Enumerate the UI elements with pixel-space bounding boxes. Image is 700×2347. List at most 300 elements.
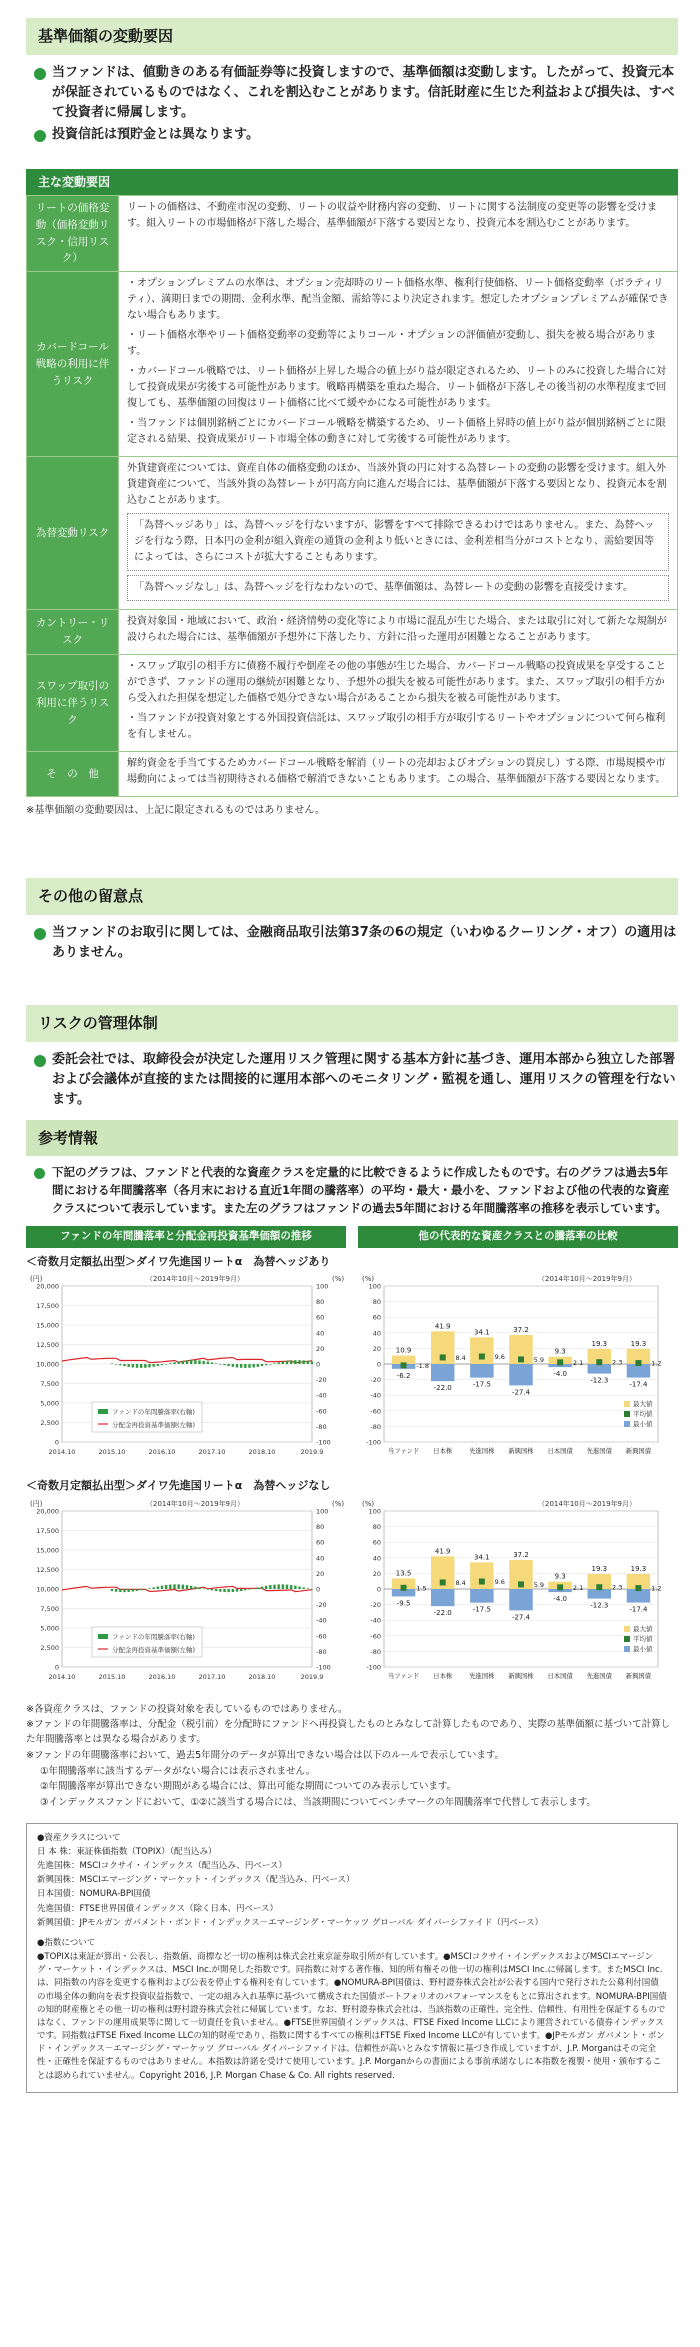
annual-return-bar xyxy=(244,1364,246,1368)
section-header-risk-management xyxy=(26,1005,678,1042)
note-line: ①年間騰落率に該当するデータがない場合には表示されません。 xyxy=(40,1765,316,1777)
chart-legend xyxy=(92,1402,202,1432)
risk-paragraph: ・カバードコール戦略では、リート価格が上昇した場合の値上がり益が限定されるため、リートのみに投資した場合に対して投資成果が劣後する可能性があります。戦略再構築を重ねた場合、リート価格が下落しその後当初の水準程度まで回復しても、基準価額の回復はリート価格に比べて緩やかになる可能性があります。 xyxy=(127,366,667,410)
max-label: 34.1 xyxy=(474,1553,490,1562)
annual-return-bar xyxy=(148,1588,150,1589)
max-label: 37.2 xyxy=(513,1326,529,1335)
y-tick: 0 xyxy=(376,1360,381,1369)
avg-marker xyxy=(635,1585,641,1591)
annual-return-bar xyxy=(294,1585,296,1588)
max-label: 13.5 xyxy=(395,1569,412,1578)
y-right-tick: 20 xyxy=(316,1569,325,1578)
risk-row xyxy=(27,752,678,797)
annual-return-bar xyxy=(123,1589,125,1592)
y-left-unit: (円) xyxy=(30,1499,43,1508)
x-tick: 2016.10 xyxy=(148,1672,176,1681)
annual-return-bar xyxy=(298,1360,300,1364)
asset-class-range-chart xyxy=(358,1272,674,1472)
y-tick: 20 xyxy=(372,1345,381,1354)
max-bar xyxy=(470,1338,493,1365)
chart-row xyxy=(26,1272,678,1472)
min-label: -17.4 xyxy=(629,1605,648,1614)
y-tick: 60 xyxy=(372,1538,381,1547)
risk-row xyxy=(27,196,678,272)
annual-return-bar xyxy=(202,1361,204,1364)
risk-footnote: ※基準価額の変動要因は、上記に限定されるものではありません。 xyxy=(26,805,325,817)
risk-paragraph: 解約資金を手当てするためカバードコール戦略を解消（リートの売却およびオプションの買戻し）する際、市場規模や市場動向によっては当初期待される価格で解消できないこともあります。この場合、基準価額が下落する要因となります。 xyxy=(127,758,666,786)
min-label: -17.5 xyxy=(472,1605,491,1614)
category-label: 先進国債 xyxy=(586,1448,612,1456)
bullet-list xyxy=(26,63,678,146)
risk-row xyxy=(27,655,678,752)
annual-return-bar xyxy=(215,1363,217,1364)
annual-return-bar xyxy=(265,1585,267,1588)
risk-row xyxy=(27,272,678,457)
bullet-list xyxy=(26,1050,678,1110)
annual-return-bar xyxy=(119,1364,121,1365)
min-label: -27.4 xyxy=(511,1388,531,1397)
avg-label: 9.6 xyxy=(494,1577,505,1586)
annual-return-bar xyxy=(173,1362,175,1364)
category-label: 日本株 xyxy=(433,1448,453,1456)
annual-return-bar xyxy=(240,1589,242,1591)
y-left-tick: 2,500 xyxy=(40,1419,59,1428)
risk-paragraph: ・スワップ取引の相手方に債務不履行や倒産その他の事態が生じた場合、カバードコール戦略の投資成果を享受することができず、ファンドの運用の継続が困難となり、予想外の損失を被る可能性があります。また、スワップ取引の相手方から受入れた担保を想定した価格で処分できない場合があることから損失を被る可能性があります。 xyxy=(127,661,666,705)
asset-class-item: 先進国債：FTSE世界国債インデックス（除く日本、円ベース） xyxy=(37,1903,279,1914)
annual-return-bar xyxy=(244,1589,246,1590)
annual-return-bar xyxy=(186,1360,188,1364)
chart-row xyxy=(26,1497,678,1697)
y-left-tick: 17,500 xyxy=(36,1526,59,1535)
y-right-tick: 40 xyxy=(316,1553,325,1562)
chart-period: （2014年10月～2019年9月） xyxy=(538,1275,636,1284)
avg-label: 1.2 xyxy=(651,1584,662,1593)
chart-period: （2014年10月～2019年9月） xyxy=(538,1499,636,1508)
avg-label: -1.8 xyxy=(416,1362,430,1371)
legend-label: ファンドの年間騰落率(右軸) xyxy=(112,1632,195,1641)
y-left-tick: 7,500 xyxy=(40,1604,59,1613)
section-header-nav-factors xyxy=(26,18,678,55)
y-left-tick: 20,000 xyxy=(36,1282,59,1291)
annual-return-bar xyxy=(169,1363,171,1364)
y-left-tick: 0 xyxy=(54,1438,59,1447)
annual-return-bar xyxy=(111,1364,113,1365)
min-bar xyxy=(431,1364,454,1381)
bullet-icon xyxy=(34,1168,45,1179)
annual-return-bar xyxy=(140,1364,142,1368)
x-tick: 2015.10 xyxy=(98,1672,126,1681)
min-label: -17.4 xyxy=(629,1380,648,1389)
x-tick: 2017.10 xyxy=(198,1448,226,1457)
legend-label: ファンドの年間騰落率(右軸) xyxy=(112,1408,195,1417)
y-tick: -60 xyxy=(370,1631,381,1640)
y-right-tick: -60 xyxy=(316,1407,327,1416)
category-label: 当ファンド xyxy=(387,1448,420,1456)
min-bar xyxy=(431,1589,454,1606)
section-header-reference xyxy=(26,1120,678,1157)
asset-class-range-chart xyxy=(358,1497,674,1697)
annual-return-bar xyxy=(182,1584,184,1588)
y-tick: -60 xyxy=(370,1407,381,1416)
asset-class-heading: ●資産クラスについて xyxy=(37,1832,121,1843)
note-line: ③インデックスファンドにおいて、①②に該当する場合には、当該期間についてベンチマークの年間騰落率で代替して表示します。 xyxy=(40,1796,596,1808)
annual-return-bar xyxy=(211,1589,213,1590)
min-label: -6.2 xyxy=(396,1371,411,1380)
annual-return-bar xyxy=(236,1589,238,1592)
bullet-list xyxy=(26,923,678,963)
category-label: 先進国株 xyxy=(469,1672,495,1680)
y-left-tick: 15,000 xyxy=(36,1321,59,1330)
annual-return-bar xyxy=(294,1360,296,1364)
annual-return-bar xyxy=(269,1364,271,1365)
max-label: 34.1 xyxy=(474,1328,490,1337)
category-label: 日本国債 xyxy=(547,1448,573,1456)
section-title: リスクの管理体制 xyxy=(38,1014,158,1033)
risk-description xyxy=(119,752,678,797)
y-right-tick: -20 xyxy=(316,1376,327,1385)
annual-return-bar xyxy=(311,1589,313,1590)
bullet-item xyxy=(32,125,678,145)
asset-class-item: 新興国債：JPモルガン ガバメント・ボンド・インデックス－エマージング・マーケッツ グローバル ダイバーシファイド（円ベース） xyxy=(37,1917,543,1928)
annual-return-bar xyxy=(152,1587,154,1589)
min-label: -9.5 xyxy=(396,1599,411,1608)
risk-label: そ の 他 xyxy=(27,752,119,797)
risk-description xyxy=(119,457,678,610)
note-line: ※各資産クラスは、ファンドの投資対象を表しているものではありません。 xyxy=(26,1703,348,1715)
asset-class-item: 先進国株：MSCIコクサイ・インデックス（配当込み、円ベース） xyxy=(37,1861,287,1872)
y-left-tick: 12,500 xyxy=(36,1341,59,1350)
annual-return-bar xyxy=(282,1362,284,1364)
annual-return-bar xyxy=(194,1586,196,1588)
annual-return-bar xyxy=(257,1364,259,1367)
annual-return-bar xyxy=(152,1364,154,1367)
annual-return-bar xyxy=(286,1361,288,1364)
y-left-tick: 5,000 xyxy=(40,1399,59,1408)
max-label: 10.9 xyxy=(395,1346,412,1355)
annual-return-bar xyxy=(248,1589,250,1590)
risk-description xyxy=(119,196,678,272)
risk-table-title: 主な変動要因 xyxy=(26,169,678,195)
min-bar xyxy=(588,1364,611,1374)
annual-return-bar xyxy=(252,1588,254,1589)
risk-paragraph: ・当ファンドは個別銘柄ごとにカバードコール戦略を構築するため、リート価格上昇時の値上がり益が個別銘柄ごとに限定される結果、投資成果がリート市場全体の動きに対して劣後する可能性があります。 xyxy=(127,418,666,446)
y-right-unit: (%) xyxy=(332,1499,345,1508)
y-tick: 80 xyxy=(372,1522,381,1531)
y-right-tick: -60 xyxy=(316,1631,327,1640)
category-label: 先進国債 xyxy=(586,1672,612,1680)
annual-return-bar xyxy=(190,1585,192,1588)
category-label: 日本株 xyxy=(433,1672,453,1680)
bullet-item xyxy=(32,923,678,963)
annual-return-bar xyxy=(177,1362,179,1365)
avg-marker xyxy=(557,1360,563,1366)
annual-return-bar xyxy=(182,1361,184,1364)
annual-return-bar xyxy=(207,1362,209,1364)
min-label: -4.0 xyxy=(553,1594,567,1603)
y-left-tick: 20,000 xyxy=(36,1507,59,1516)
y-left-tick: 10,000 xyxy=(36,1585,59,1594)
max-label: 19.3 xyxy=(591,1340,608,1349)
bullet-text: 投資信託は預貯金とは異なります。 xyxy=(52,126,259,142)
y-right-tick: 80 xyxy=(316,1522,325,1531)
annual-return-bar xyxy=(298,1586,300,1589)
fund-history-chart xyxy=(26,1497,346,1697)
annual-return-bar xyxy=(273,1363,275,1364)
annual-return-bar xyxy=(190,1360,192,1364)
avg-label: 1.2 xyxy=(651,1359,662,1368)
avg-label: 8.4 xyxy=(455,1578,466,1587)
annual-return-bar xyxy=(115,1364,117,1365)
reference-intro xyxy=(26,1164,678,1217)
annual-return-bar xyxy=(248,1364,250,1368)
avg-marker xyxy=(401,1363,407,1369)
min-label: -17.5 xyxy=(472,1380,491,1389)
y-right-tick: 40 xyxy=(316,1329,325,1338)
y-tick: 80 xyxy=(372,1298,381,1307)
annual-return-bar xyxy=(132,1364,134,1367)
y-right-tick: 20 xyxy=(316,1345,325,1354)
y-right-tick: -100 xyxy=(316,1663,331,1672)
index-heading: ●指数について xyxy=(37,1937,96,1948)
annual-return-bar xyxy=(302,1360,304,1364)
category-label: 新興国株 xyxy=(508,1672,534,1680)
annual-return-bar xyxy=(169,1584,171,1588)
asset-class-list xyxy=(37,1846,667,1930)
risk-paragraph: ・当ファンドが投資対象とする外国投資信託は、スワップ取引の相手方が取引するリートやオプションについて何ら権利を有しません。 xyxy=(127,713,666,741)
y-tick: 0 xyxy=(376,1585,381,1594)
annual-return-bar xyxy=(157,1364,159,1366)
annual-return-bar xyxy=(115,1589,117,1592)
section-header-other-notes xyxy=(26,878,678,915)
left-panel-title: ファンドの年間騰落率と分配金再投資基準価額の推移 xyxy=(26,1226,346,1248)
note-line: ※ファンドの年間騰落率は、分配金（税引前）を分配時にファンドへ再投資したものとみなして計算したものであり、実際の基準価額に基づいて計算した年間騰落率とは異なる場合があります。 xyxy=(26,1719,671,1746)
avg-label: 2.1 xyxy=(572,1583,584,1592)
risk-label: リートの価格変動（価格変動リスク・信用リスク） xyxy=(27,196,119,272)
fund-history-chart xyxy=(26,1272,346,1472)
y-tick: 20 xyxy=(372,1569,381,1578)
index-text: ●TOPIXは東証が算出・公表し、指数値、商標など一切の権利は株式会社東京証券取引所が有しています。●MSCIコクサイ・インデックスおよびMSCIエマージング・マーケット・インデックスは、MSCI Inc.が開発した指数です。同指数に対する著作権、知的所有権その他一切の権利はMSCI Inc.に帰属します。またMSCI Inc.は、同指数の内容を変更する権利および公表を停止する権利を有しています。●NOMURA-BPI国債は、野村證券株式会社が公表する国内で発行された公募利付国債の市場全体の動向を表す投資収益指数で、一定の組み入れ基準に基づいて構成された国債ポートフォリオのパフォーマンスをもとに算出されます。NOMURA-BPI国債の知的財産権とその他一切の権利は野村證券株式会社に帰属しています。なお、野村證券株式会社は、当該指数の正確性、完全性、信頼性、有用性を保証するものではなく、ファンドの運用成果等に関して一切責任を負いません。●FTSE世界国債インデックスは、FTSE Fixed Income LLCにより運営されている債券インデックスです。同指数はFTSE Fixed Income LLCの知的財産であり、指数に関するすべての権利はFTSE Fixed Income LLCが有しています。●JPモルガン ガバメント・ボンド・インデックス－エマージング・マーケッツ グローバル ダイバーシファイドは、信頼性が高いとみなす情報に基づき作成していますが、J.P. Morganはその完全性・正確性を保証するものではありません。本指数は許諾を受けて使用しています。J.P. Morganからの書面による事前承諾なしに本指数を複製・使用・頒布することは認められていません。Copyright 2016, J.P. Morgan Chase & Co. All rights reserved. xyxy=(37,1952,667,2081)
avg-marker xyxy=(401,1584,407,1590)
annual-return-bar xyxy=(290,1585,292,1589)
annual-return-bar xyxy=(227,1589,229,1592)
x-tick: 2018.10 xyxy=(248,1672,276,1681)
annual-return-bar xyxy=(207,1589,209,1590)
annual-return-bar xyxy=(273,1584,275,1588)
avg-marker xyxy=(479,1578,485,1584)
min-bar xyxy=(509,1589,532,1610)
max-label: 19.3 xyxy=(630,1340,647,1349)
annual-return-bar xyxy=(198,1361,200,1365)
y-tick: 40 xyxy=(372,1553,381,1562)
risk-paragraph: ・リート価格水準やリート価格変動率の変動等によりコール・オプションの評価値が変動し、損失を被る場合があります。 xyxy=(127,330,656,358)
asset-class-item: 新興国株：MSCIエマージング・マーケット・インデックス（配当込み、円ベース） xyxy=(37,1875,355,1886)
fund-name: ＜奇数月定額払出型＞ダイワ先進国リートα 為替ヘッジあり xyxy=(26,1254,331,1268)
right-panel-title: 他の代表的な資産クラスとの騰落率の比較 xyxy=(358,1226,678,1248)
y-left-unit: (円) xyxy=(30,1275,43,1284)
avg-marker xyxy=(557,1584,563,1590)
chart-notes xyxy=(26,1703,678,1811)
x-tick: 2014.10 xyxy=(48,1448,76,1457)
annual-return-bar xyxy=(311,1362,313,1365)
annual-return-bar xyxy=(223,1589,225,1592)
annual-return-bar xyxy=(198,1587,200,1588)
chart-block-unhedged xyxy=(26,1478,678,1697)
x-tick: 2017.10 xyxy=(198,1672,226,1681)
legend-label: 最小値 xyxy=(633,1420,653,1429)
annual-return-bar xyxy=(140,1589,142,1590)
annual-return-bar xyxy=(302,1587,304,1589)
asset-class-item: 日本国債：NOMURA-BPI国債 xyxy=(37,1889,151,1900)
section-title: 基準価額の変動要因 xyxy=(38,27,174,45)
risk-row xyxy=(27,457,678,610)
annual-return-bar xyxy=(111,1589,113,1591)
min-bar xyxy=(470,1364,493,1378)
y-tick: -40 xyxy=(370,1391,381,1400)
avg-label: 8.4 xyxy=(455,1354,466,1363)
category-label: 新興国株 xyxy=(508,1448,534,1456)
min-label: -12.3 xyxy=(590,1376,609,1385)
legend-label: 分配金再投資基準価額(左軸) xyxy=(112,1421,196,1430)
y-unit: (%) xyxy=(362,1275,375,1284)
annual-return-bar xyxy=(144,1589,146,1590)
avg-label: 2.3 xyxy=(612,1358,623,1367)
avg-label: 9.6 xyxy=(494,1353,505,1362)
risk-table xyxy=(26,195,678,797)
section-title: 参考情報 xyxy=(38,1128,99,1147)
annual-return-bar xyxy=(165,1364,167,1365)
category-label: 新興国債 xyxy=(625,1672,652,1680)
max-label: 19.3 xyxy=(591,1564,608,1573)
annual-return-bar xyxy=(261,1364,263,1366)
y-right-tick: 60 xyxy=(316,1538,325,1547)
y-right-tick: -20 xyxy=(316,1600,327,1609)
y-left-tick: 5,000 xyxy=(40,1624,59,1633)
legend-label: 平均値 xyxy=(633,1634,653,1643)
max-bar xyxy=(470,1562,493,1589)
annual-return-bar xyxy=(219,1364,221,1365)
annual-return-bar xyxy=(136,1364,138,1368)
annual-return-bar xyxy=(186,1585,188,1589)
avg-marker xyxy=(440,1579,446,1585)
annual-return-bar xyxy=(223,1364,225,1365)
min-label: -27.4 xyxy=(511,1613,531,1622)
annual-return-bar xyxy=(240,1364,242,1368)
risk-paragraph: ・オプションプレミアムの水準は、オプション売却時のリート価格水準、権利行使価格、リート価格変動率（ボラティリティ）、満期日までの期間、金利水準、配当金額、需給等により決定されます。想定したオプションプレミアムが確保できない場合もあります。 xyxy=(127,278,669,322)
legend-label: 最小値 xyxy=(633,1644,653,1653)
y-tick: 40 xyxy=(372,1329,381,1338)
min-bar xyxy=(588,1589,611,1599)
annual-return-bar xyxy=(144,1364,146,1368)
bullet-text: 委託会社では、取締役会が決定した運用リスク管理に関する基本方針に基づき、運用本部から独立した部署および会議体が直接的または間接的に運用本部へのモニタリング・監視を通し、運用リスクの管理を行ないます。 xyxy=(52,1051,676,1107)
asset-class-box xyxy=(26,1823,678,2093)
bullet-text: 当ファンドのお取引に関しては、金融商品取引法第37条の6の規定（いわゆるクーリング・オフ）の適用はありません。 xyxy=(52,924,677,960)
category-label: 当ファンド xyxy=(387,1672,420,1680)
max-label: 37.2 xyxy=(513,1550,529,1559)
annual-return-bar xyxy=(123,1364,125,1366)
category-label: 新興国債 xyxy=(625,1448,652,1456)
annual-return-bar xyxy=(282,1584,284,1589)
legend-label: 分配金再投資基準価額(左軸) xyxy=(112,1645,196,1654)
annual-return-bar xyxy=(211,1363,213,1365)
max-label: 9.3 xyxy=(554,1347,566,1356)
avg-marker xyxy=(518,1581,524,1587)
bullet-text: 当ファンドは、値動きのある有価証券等に投資しますので、基準価額は変動します。したがって、投資元本が保証されているものではなく、これを割込むことがあります。信託財産に生じた利益および損失は、すべて投資者に帰属します。 xyxy=(52,64,675,120)
bullet-icon xyxy=(34,928,46,940)
y-right-tick: -40 xyxy=(316,1616,327,1625)
y-right-tick: -80 xyxy=(316,1647,327,1656)
risk-label: スワップ取引の利用に伴うリスク xyxy=(27,655,119,752)
annual-return-bar xyxy=(261,1586,263,1588)
intro-text: 下記のグラフは、ファンドと代表的な資産クラスを定量的に比較できるように作成したものです。右のグラフは過去5年間における年間騰落率（各月末における直近1年間の騰落率）の平均・最大・最小を、ファンドおよび他の代表的な資産クラスについて表示しています。また左のグラフはファンドの過去5年間における年間騰落率の推移を表示しています。 xyxy=(52,1165,670,1216)
y-right-tick: -80 xyxy=(316,1423,327,1432)
max-label: 19.3 xyxy=(630,1564,647,1573)
chart-legend xyxy=(92,1627,202,1657)
annual-return-bar xyxy=(173,1584,175,1589)
chart-legend xyxy=(624,1624,653,1653)
risk-paragraph: リートの価格は、不動産市況の変動、リートの収益や財務内容の変動、リートに関する法制度の変更等の影響を受けます。組入リートの市場価格が下落した場合、基準価額が下落する要因となり、投資元本を割込むことがあります。 xyxy=(127,202,657,230)
annual-return-bar xyxy=(127,1589,129,1592)
y-tick: -80 xyxy=(370,1423,381,1432)
fund-name: ＜奇数月定額払出型＞ダイワ先進国リートα 為替ヘッジなし xyxy=(26,1479,331,1493)
y-left-tick: 12,500 xyxy=(36,1565,59,1574)
y-tick: 100 xyxy=(368,1282,381,1291)
annual-return-bar xyxy=(136,1589,138,1591)
y-tick: -20 xyxy=(370,1600,381,1609)
annual-return-bar xyxy=(290,1361,292,1365)
bullet-icon xyxy=(34,1055,46,1067)
risk-note-box: 「為替ヘッジなし」は、為替ヘッジを行なわないので、基準価額は、為替レートの変動の影響を直接受けます。 xyxy=(127,575,669,601)
avg-marker xyxy=(635,1360,641,1366)
y-right-tick: 0 xyxy=(316,1585,321,1594)
annual-return-bar xyxy=(157,1586,159,1589)
y-right-tick: 100 xyxy=(316,1507,329,1516)
annual-return-bar xyxy=(307,1588,309,1589)
annual-return-bar xyxy=(286,1584,288,1588)
annual-return-bar xyxy=(277,1584,279,1589)
y-right-tick: -100 xyxy=(316,1438,331,1447)
min-bar xyxy=(470,1589,493,1603)
annual-return-bar xyxy=(252,1364,254,1367)
y-tick: 60 xyxy=(372,1313,381,1322)
bullet-icon xyxy=(34,130,46,142)
x-tick: 2018.10 xyxy=(248,1448,276,1457)
y-right-unit: (%) xyxy=(332,1275,345,1284)
risk-paragraph: 投資対象国・地域において、政治・経済情勢の変化等により市場に混乱が生じた場合、または取引に対して新たな規制が設けられた場合には、基準価額が予想外に下落したり、方針に沿った運用が困難となることがあります。 xyxy=(127,616,667,644)
y-tick: -100 xyxy=(366,1663,381,1672)
avg-marker xyxy=(479,1354,485,1360)
asset-class-item: 日 本 株：東証株価指数（TOPIX）（配当込み） xyxy=(37,1846,217,1857)
y-left-tick: 7,500 xyxy=(40,1380,59,1389)
avg-marker xyxy=(596,1584,602,1590)
y-tick: -100 xyxy=(366,1438,381,1447)
y-left-tick: 2,500 xyxy=(40,1643,59,1652)
annual-return-bar xyxy=(227,1364,229,1366)
annual-return-bar xyxy=(215,1589,217,1591)
min-label: -22.0 xyxy=(433,1384,452,1393)
annual-return-bar xyxy=(161,1364,163,1365)
avg-label: 2.3 xyxy=(612,1583,623,1592)
max-label: 41.9 xyxy=(434,1322,451,1331)
annual-return-bar xyxy=(277,1363,279,1365)
y-left-tick: 0 xyxy=(54,1663,59,1672)
y-tick: -40 xyxy=(370,1616,381,1625)
x-tick: 2016.10 xyxy=(148,1448,176,1457)
y-left-tick: 10,000 xyxy=(36,1360,59,1369)
risk-description xyxy=(119,272,678,457)
risk-description xyxy=(119,655,678,752)
avg-label: 2.1 xyxy=(572,1359,584,1368)
max-label: 41.9 xyxy=(434,1546,451,1555)
